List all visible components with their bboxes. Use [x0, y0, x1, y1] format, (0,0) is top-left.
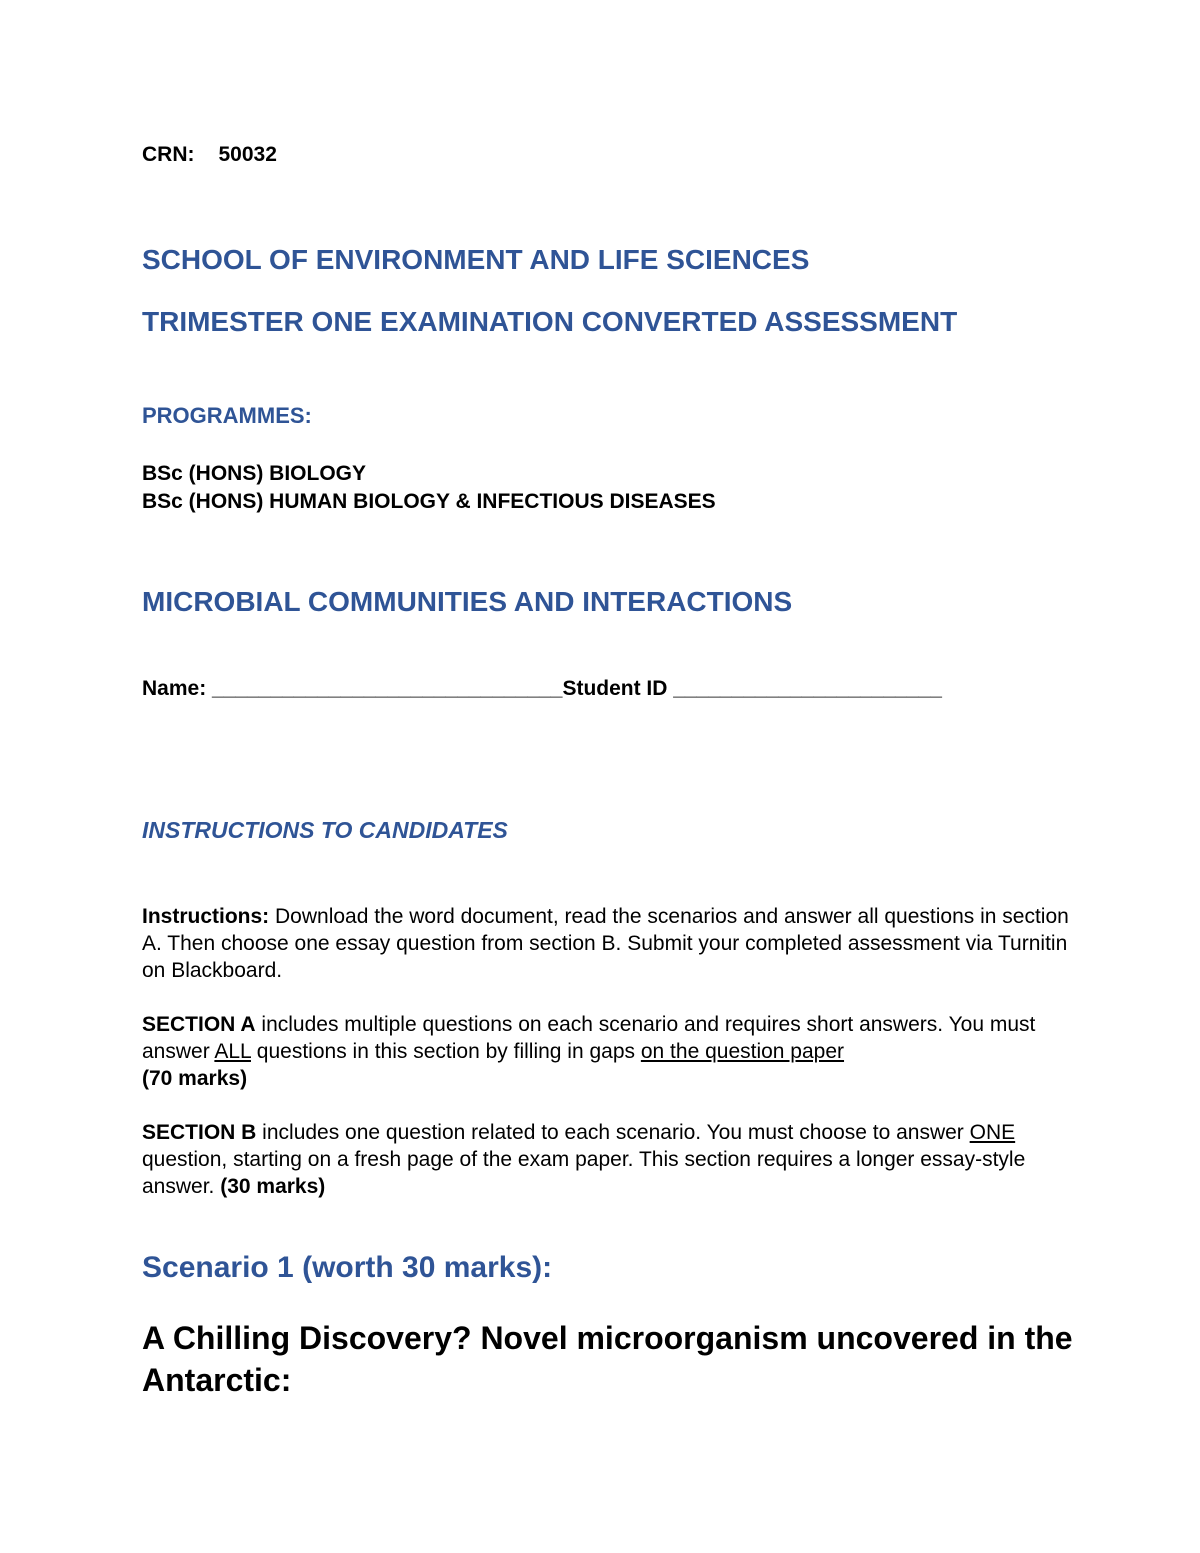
section-a-emphasis-all: ALL	[214, 1040, 251, 1063]
student-id-field[interactable]: _______________________	[673, 677, 942, 700]
name-field[interactable]: ______________________________	[212, 677, 563, 700]
instructions-heading: INSTRUCTIONS TO CANDIDATES	[142, 817, 508, 843]
programmes-list	[142, 460, 716, 516]
scenario-title: A Chilling Discovery? Novel microorganism uncovered in the Antarctic:	[142, 1320, 1073, 1398]
module-title: MICROBIAL COMMUNITIES AND INTERACTIONS	[142, 586, 793, 617]
school-title: SCHOOL OF ENVIRONMENT AND LIFE SCIENCES	[142, 244, 810, 275]
student-fields	[142, 677, 942, 701]
section-b-emphasis-one: ONE	[969, 1121, 1016, 1144]
programmes-heading: PROGRAMMES:	[142, 403, 312, 428]
section-a-paragraph	[142, 1011, 1082, 1092]
section-b-label: SECTION B	[142, 1121, 257, 1144]
scenario-heading: Scenario 1 (worth 30 marks):	[142, 1251, 553, 1284]
section-a-text-2: questions in this section by filling in gaps	[250, 1040, 641, 1063]
crn-label: CRN:	[142, 143, 195, 166]
section-b-text-2: question, starting on a fresh page of the exam paper. This section requires a longer essay-style answer.	[142, 1148, 1026, 1198]
programme-item: BSc (HONS) HUMAN BIOLOGY & INFECTIOUS DISEASES	[142, 490, 716, 513]
section-b-text: includes one question related to each scenario. You must choose to answer	[256, 1121, 970, 1144]
instructions-text: Download the word document, read the scenarios and answer all questions in section A. Then choose one essay question from section B. Submit your completed assessment via Turnitin on Blackboard.	[142, 905, 1069, 982]
section-a-marks: (70 marks)	[142, 1067, 248, 1090]
section-b-marks: (30 marks)	[220, 1175, 326, 1198]
instructions-label: Instructions:	[142, 905, 270, 928]
instructions-intro	[142, 903, 1082, 984]
section-a-label: SECTION A	[142, 1013, 256, 1036]
name-label: Name:	[142, 677, 207, 700]
programme-item: BSc (HONS) BIOLOGY	[142, 462, 367, 485]
assessment-title: TRIMESTER ONE EXAMINATION CONVERTED ASSESSMENT	[142, 306, 958, 337]
student-id-label: Student ID	[562, 677, 668, 700]
crn-value: 50032	[218, 143, 277, 166]
section-b-paragraph	[142, 1119, 1082, 1200]
crn-line	[142, 143, 277, 167]
section-a-emphasis-paper: on the question paper	[640, 1040, 845, 1063]
section-a-text: includes multiple questions on each scenario and requires short answers. You must answer	[142, 1013, 1036, 1063]
